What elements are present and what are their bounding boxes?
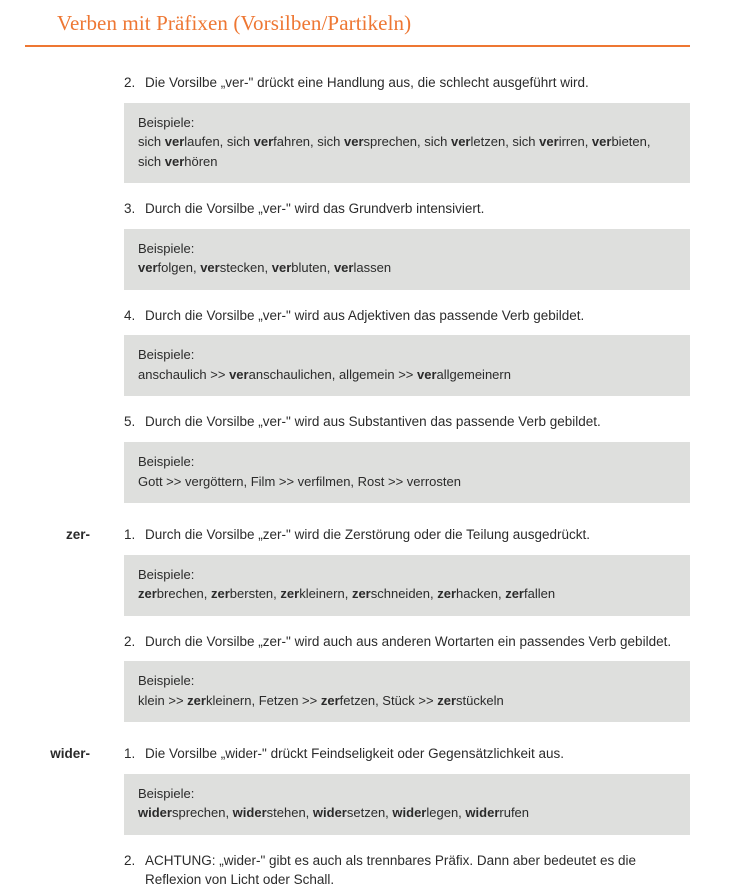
examples-box — [124, 442, 690, 503]
rule-item — [124, 525, 690, 545]
rule-number: 2. — [124, 75, 136, 91]
examples-list: zerbrechen, zerbersten, zerkleinern, zerschneiden, zerhacken, zerfallen — [138, 586, 556, 602]
prefix-section — [0, 73, 735, 503]
rule-block — [0, 851, 735, 890]
examples-label: Beispiele: — [138, 673, 195, 689]
rule-text: Die Vorsilbe „ver-" drückt eine Handlung aus, die schlecht ausgeführt wird. — [145, 75, 589, 91]
rule-number: 4. — [124, 307, 136, 323]
page-title: Verben mit Präfixen (Vorsilben/Partikeln) — [57, 11, 412, 35]
examples-box — [124, 335, 690, 396]
rule-number: 3. — [124, 201, 136, 217]
document-body — [0, 47, 735, 890]
rule-block — [0, 306, 735, 397]
examples-list: widersprechen, widerstehen, widersetzen, widerlegen, widerrufen — [138, 805, 530, 821]
rule-text: Durch die Vorsilbe „zer-" wird auch aus anderen Wortarten ein passendes Verb gebildet. — [145, 633, 672, 649]
rule-text: Die Vorsilbe „wider-" drückt Feindseligkeit oder Gegensätzlichkeit aus. — [145, 746, 564, 762]
examples-list: verfolgen, verstecken, verbluten, verlassen — [138, 260, 392, 276]
rule-item — [124, 851, 690, 890]
examples-box — [124, 103, 690, 184]
rule-number: 1. — [124, 527, 136, 542]
rule-item — [124, 744, 690, 764]
rule-number: 2. — [124, 633, 136, 649]
rule-block — [0, 632, 735, 723]
rule-text: Durch die Vorsilbe „ver-" wird aus Adjektiven das passende Verb gebildet. — [145, 307, 585, 323]
examples-list: sich verlaufen, sich verfahren, sich versprechen, sich verletzen, sich verirren, verbieten, sich verhören — [138, 134, 651, 169]
examples-box — [124, 774, 690, 835]
rule-text: ACHTUNG: „wider-" gibt es auch als trennbares Präfix. Dann aber bedeutet es die Reflexion von Licht oder Schall. — [145, 852, 637, 888]
rule-item — [124, 412, 690, 432]
rule-block — [0, 73, 735, 183]
rule-text: Durch die Vorsilbe „ver-" wird das Grundverb intensiviert. — [145, 201, 485, 217]
rule-block — [0, 412, 735, 503]
rule-block — [0, 525, 735, 616]
examples-box — [124, 555, 690, 616]
rule-block — [0, 199, 735, 290]
rule-number: 2. — [124, 852, 136, 868]
examples-label: Beispiele: — [138, 785, 195, 801]
rule-text: Durch die Vorsilbe „ver-" wird aus Substantiven das passende Verb gebildet. — [145, 414, 601, 430]
rule-number: 5. — [124, 414, 136, 430]
prefix-label: wider- — [50, 746, 90, 762]
prefix-label: zer- — [65, 527, 90, 542]
examples-label: Beispiele: — [138, 240, 195, 256]
prefix-section — [0, 744, 735, 890]
examples-label: Beispiele: — [138, 454, 195, 469]
examples-box — [124, 229, 690, 290]
rule-item — [124, 632, 690, 652]
examples-list: klein >> zerkleinern, Fetzen >> zerfetzen, Stück >> zerstückeln — [138, 692, 504, 708]
prefix-section — [0, 525, 735, 722]
examples-label: Beispiele: — [138, 114, 195, 130]
rule-block — [0, 744, 735, 835]
examples-label: Beispiele: — [138, 566, 195, 582]
examples-list: anschaulich >> veranschaulichen, allgemein >> verallgemeinern — [138, 366, 511, 382]
rule-item — [124, 306, 690, 326]
rule-number: 1. — [124, 746, 136, 762]
rule-item — [124, 73, 690, 93]
examples-list: Gott >> vergöttern, Film >> verfilmen, Rost >> verrosten — [138, 473, 461, 489]
examples-label: Beispiele: — [138, 347, 195, 363]
rule-item — [124, 199, 690, 219]
examples-box — [124, 661, 690, 722]
rule-text: Durch die Vorsilbe „zer-" wird die Zerstörung oder die Teilung ausgedrückt. — [145, 527, 591, 542]
